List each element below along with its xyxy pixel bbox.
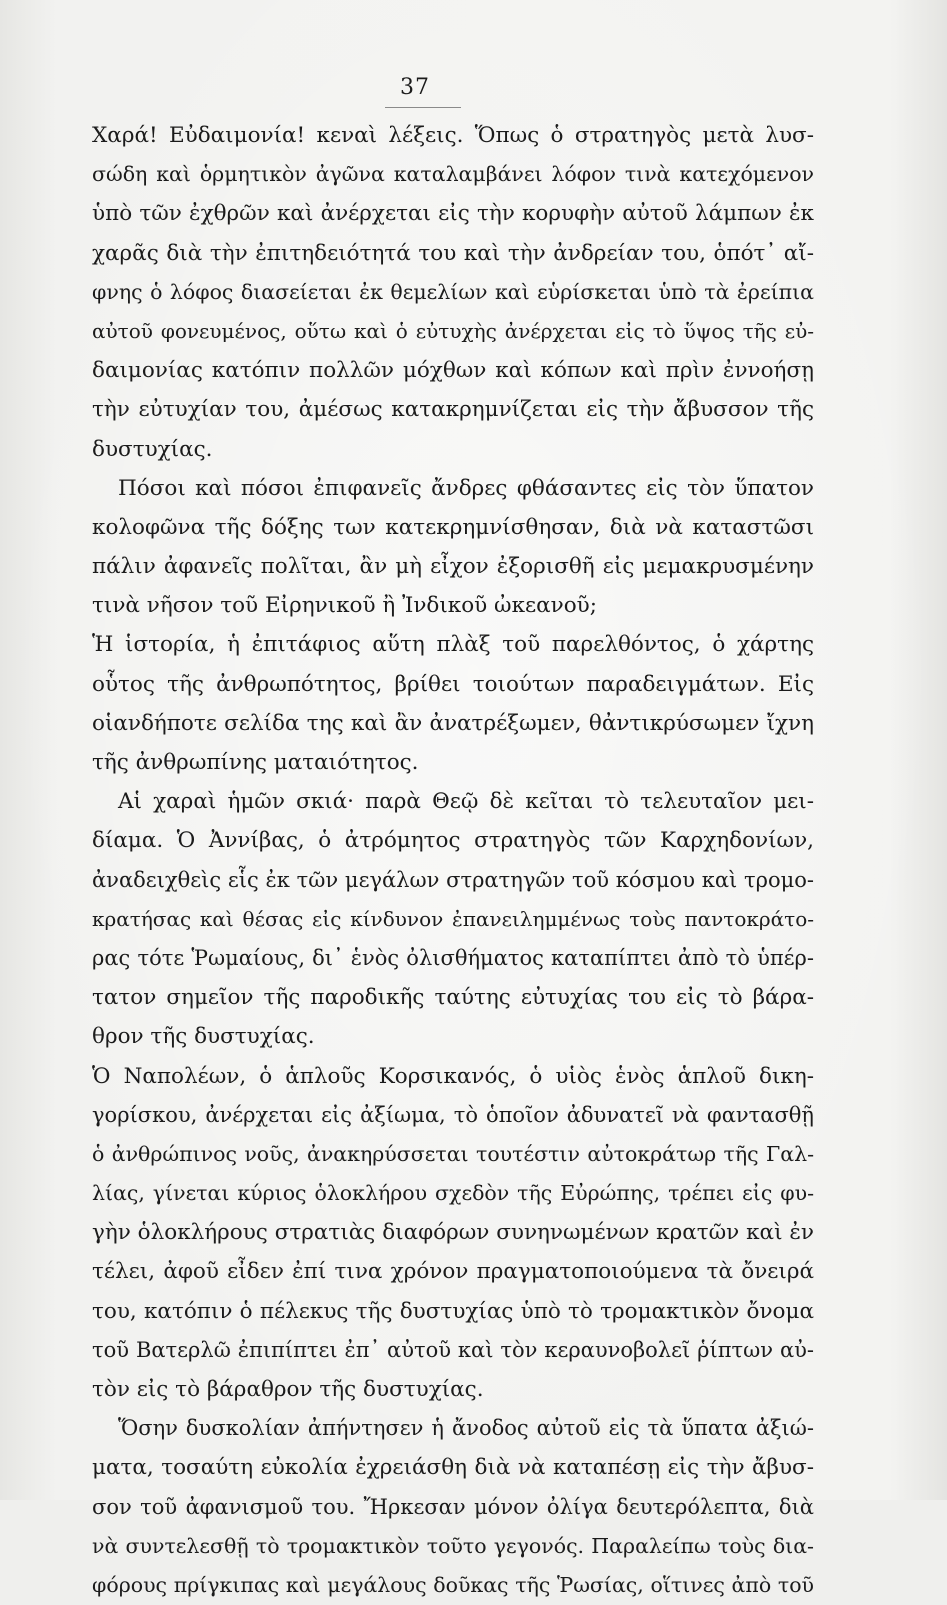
text-line: οὗτος τῆς ἀνθρωπότητος, βρίθει τοιούτων παραδειγμάτων. Εἰς	[92, 671, 814, 697]
text-line: τὸν εἰς τὸ βάραθρον τῆς δυστυχίας.	[92, 1377, 484, 1402]
text-line: κρατήσας καὶ θέσας εἰς κίνδυνον ἐπανειλημμένως τοὺς παντοκράτο-	[92, 906, 814, 931]
text-line: τατον σημεῖον τῆς παροδικῆς ταύτης εὐτυχίας του εἰς τὸ βάρα-	[92, 985, 814, 1011]
text-line: φνης ὁ λόφος διασείεται ἐκ θεμελίων καὶ εὑρίσκεται ὑπὸ τὰ ἐρείπια	[92, 279, 814, 304]
text-line: χαρᾶς διὰ τὴν ἐπιτηδειότητά του καὶ τὴν ἀνδρείαν του, ὁπότ᾽ αἴ-	[92, 240, 814, 266]
page-number: 37	[400, 75, 430, 100]
text-line: Χαρά! Εὐδαιμονία! κεναὶ λέξεις. Ὅπως ὁ στρατηγὸς μετὰ λυσ-	[92, 123, 814, 148]
text-line: κολοφῶνα τῆς δόξης των κατεκρημνίσθησαν, διὰ νὰ καταστῶσι	[92, 514, 814, 540]
text-line: ὁ ἀνθρώπινος νοῦς, ἀνακηρύσσεται τουτέστιν αὐτοκράτωρ τῆς Γαλ-	[92, 1141, 814, 1166]
text-line: φόρους πρίγκιπας καὶ μεγάλους δοῦκας τῆς Ῥωσίας, οἵτινες ἀπὸ τοῦ	[92, 1572, 814, 1597]
text-line: ρας τότε Ῥωμαίους, δι᾽ ἑνὸς ὀλισθήματος καταπίπτει ἀπὸ τὸ ὑπέρ-	[92, 945, 814, 970]
text-line: δυστυχίας.	[92, 436, 213, 462]
text-line: Ἡ ἱστορία, ἡ ἐπιτάφιος αὕτη πλὰξ τοῦ παρελθόντος, ὁ χάρτης	[92, 632, 814, 658]
text-line: τῆς ἀνθρωπίνης ματαιότητος.	[92, 750, 419, 775]
text-line: ὑπὸ τῶν ἐχθρῶν καὶ ἀνέρχεται εἰς τὴν κορυφὴν αὐτοῦ λάμπων ἐκ	[92, 201, 814, 227]
text-line: Αἱ χαραὶ ἡμῶν σκιά· παρὰ Θεῷ δὲ κεῖται τὸ τελευταῖον μει-	[118, 789, 814, 815]
text-line: θρον τῆς δυστυχίας.	[92, 1024, 315, 1050]
text-line: οἱανδήποτε σελίδα της καὶ ἂν ἀνατρέξωμεν, θἀντικρύσωμεν ἴχνη	[92, 710, 814, 736]
text-line: αὐτοῦ φονευμένος, οὕτω καὶ ὁ εὐτυχὴς ἀνέρχεται εἰς τὸ ὕψος τῆς εὐ-	[92, 318, 814, 343]
text-line: τέλει, ἀφοῦ εἶδεν ἐπί τινα χρόνον πραγματοποιούμενα τὰ ὄνειρά	[92, 1259, 814, 1285]
text-line: πάλιν ἀφανεῖς πολῖται, ἂν μὴ εἶχον ἐξορισθῆ εἰς μεμακρυσμένην	[92, 554, 814, 580]
text-line: Ὁ Ναπολέων, ὁ ἁπλοῦς Κορσικανός, ὁ υἱὸς ἑνὸς ἁπλοῦ δικη-	[92, 1063, 814, 1089]
text-line: δίαμα. Ὁ Ἀννίβας, ὁ ἀτρόμητος στρατηγὸς τῶν Καρχηδονίων,	[92, 828, 814, 854]
body-text	[92, 116, 814, 1605]
text-line: σον τοῦ ἀφανισμοῦ του. Ἤρκεσαν μόνον ὀλίγα δευτερόλεπτα, διὰ	[92, 1494, 814, 1519]
text-line: σώδη καὶ ὁρμητικὸν ἀγῶνα καταλαμβάνει λόφον τινὰ κατεχόμενον	[92, 162, 814, 187]
text-line: Ὅσην δυσκολίαν ἀπήντησεν ἡ ἄνοδος αὐτοῦ εἰς τὰ ὕπατα ἀξιώ-	[118, 1416, 814, 1441]
text-line: ματα, τοσαύτη εὐκολία ἐχρειάσθη διὰ νὰ καταπέσῃ εἰς τὴν ἄβυσ-	[92, 1455, 814, 1481]
text-line: τὴν εὐτυχίαν του, ἀμέσως κατακρημνίζεται εἰς τὴν ἄβυσσον τῆς	[92, 397, 814, 423]
text-line: γὴν ὁλοκλήρους στρατιὰς διαφόρων συνηνωμένων κρατῶν καὶ ἐν	[92, 1220, 814, 1246]
text-line: νὰ συντελεσθῇ τὸ τρομακτικὸν τοῦτο γεγονός. Παραλείπω τοὺς δια-	[92, 1533, 814, 1558]
text-line: τοῦ Βατερλῶ ἐπιπίπτει ἐπ᾽ αὐτοῦ καὶ τὸν κεραυνοβολεῖ ῥίπτων αὐ-	[92, 1337, 814, 1362]
text-line: δαιμονίας κατόπιν πολλῶν μόχθων καὶ κόπων καὶ πρὶν ἐννοήσῃ	[92, 358, 814, 384]
text-line: λίας, γίνεται κύριος ὁλοκλήρου σχεδὸν τῆς Εὐρώπης, τρέπει εἰς φυ-	[92, 1181, 814, 1206]
text-line: ἀναδειχθεὶς εἷς ἐκ τῶν μεγάλων στρατηγῶν τοῦ κόσμου καὶ τρομο-	[92, 867, 814, 892]
text-line: Πόσοι καὶ πόσοι ἐπιφανεῖς ἄνδρες φθάσαντες εἰς τὸν ὕπατον	[118, 475, 814, 501]
text-line: γορίσκου, ἀνέρχεται εἰς ἀξίωμα, τὸ ὁποῖον ἀδυνατεῖ νὰ φαντασθῇ	[92, 1102, 814, 1127]
header-rule	[385, 107, 461, 108]
text-line: του, κατόπιν ὁ πέλεκυς τῆς δυστυχίας ὑπὸ τὸ τρομακτικὸν ὄνομα	[92, 1298, 814, 1324]
text-line: τινὰ νῆσον τοῦ Εἰρηνικοῦ ἢ Ἰνδικοῦ ὠκεανοῦ;	[92, 593, 597, 619]
